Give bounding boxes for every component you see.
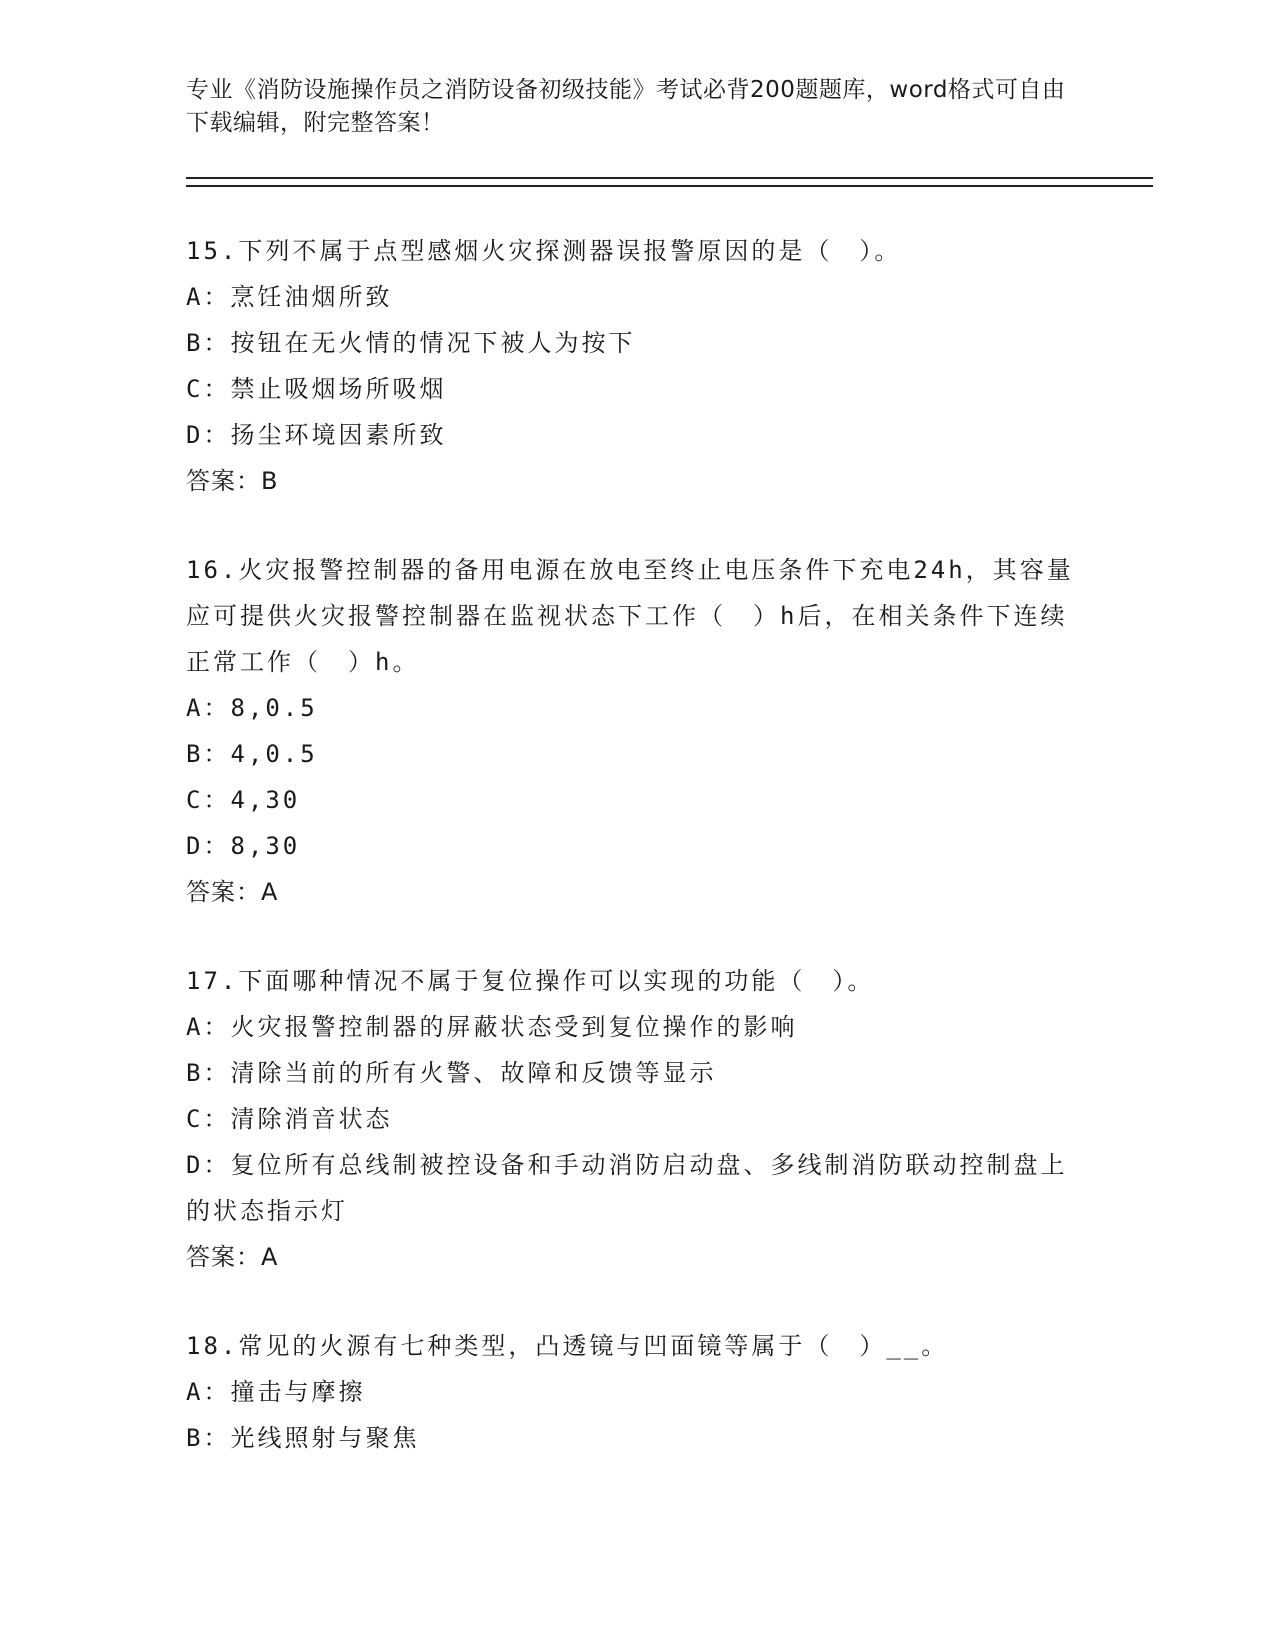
question-15 [186,228,1086,504]
question-stem: 15.下列不属于点型感烟火灾探测器误报警原因的是（ ）。 [186,237,902,265]
option-c: C：清除消音状态 [186,1105,393,1133]
question-stem: 16.火灾报警控制器的备用电源在放电至终止电压条件下充电24h，其容量应可提供火灾报警控制器在监视状态下工作（ ）h后，在相关条件下连续正常工作（ ）h。 [186,556,1074,676]
answer: 答案：A [186,878,279,906]
option-a: A：8,0.5 [186,694,318,722]
option-b: B：4,0.5 [186,740,318,768]
question-stem: 17.下面哪种情况不属于复位操作可以实现的功能（ ）。 [186,967,875,995]
option-c: C：4,30 [186,786,301,814]
question-stem: 18.常见的火源有七种类型，凸透镜与凹面镜等属于（ ）__。 [186,1332,949,1360]
option-a: A：撞击与摩擦 [186,1378,366,1406]
option-b: B：清除当前的所有火警、故障和反馈等显示 [186,1059,717,1087]
option-d: D：8,30 [186,832,301,860]
document-header: 专业《消防设施操作员之消防设备初级技能》考试必背200题题库，word格式可自由下载编辑，附完整答案！ [186,77,1066,136]
answer: 答案：B [186,467,279,495]
option-b: B：光线照射与聚焦 [186,1424,420,1452]
question-18 [186,1323,1086,1461]
question-16 [186,547,1086,915]
option-c: C：禁止吸烟场所吸烟 [186,375,447,403]
option-d: D：扬尘环境因素所致 [186,421,447,449]
option-a: A：火灾报警控制器的屏蔽状态受到复位操作的影响 [186,1013,798,1041]
option-b: B：按钮在无火情的情况下被人为按下 [186,329,636,357]
question-17 [186,958,1086,1280]
option-d: D：复位所有总线制被控设备和手动消防启动盘、多线制消防联动控制盘上的状态指示灯 [186,1151,1068,1225]
header-divider [186,177,1153,187]
answer: 答案：A [186,1243,279,1271]
option-a: A：烹饪油烟所致 [186,283,393,311]
question-list [186,228,1086,1504]
